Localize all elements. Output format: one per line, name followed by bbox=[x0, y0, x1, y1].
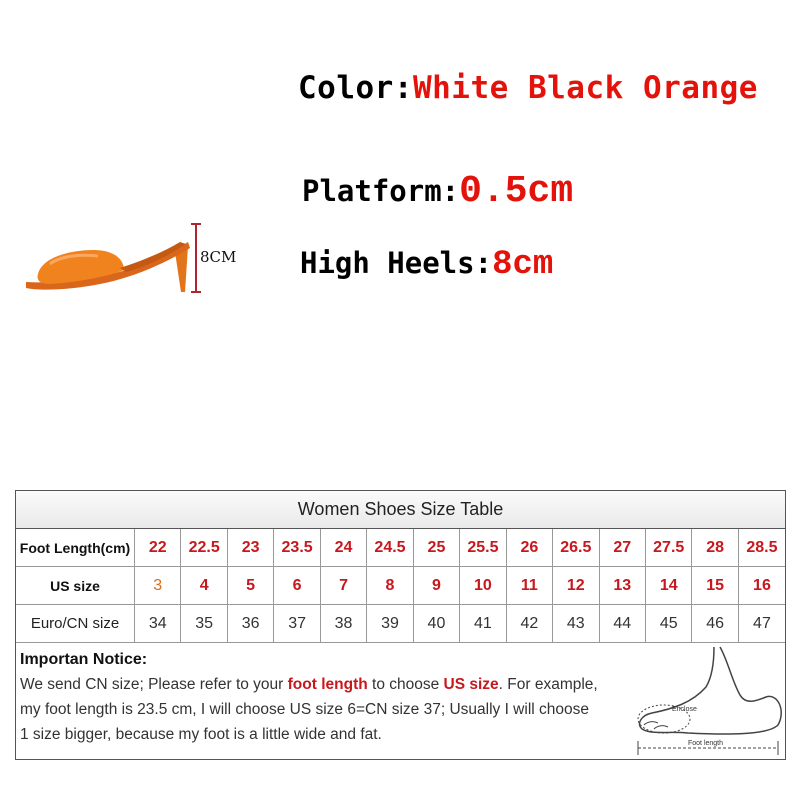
table-cell: 47 bbox=[738, 605, 785, 643]
table-cell: 36 bbox=[227, 605, 273, 643]
table-cell: 34 bbox=[135, 605, 181, 643]
table-cell: 25.5 bbox=[460, 529, 506, 567]
table-cell: 41 bbox=[460, 605, 506, 643]
heels-label: High Heels: bbox=[300, 246, 493, 280]
table-cell: 12 bbox=[553, 567, 599, 605]
table-cell: 28 bbox=[692, 529, 738, 567]
table-cell: 40 bbox=[413, 605, 459, 643]
size-table-title: Women Shoes Size Table bbox=[16, 491, 785, 529]
table-cell: 9 bbox=[413, 567, 459, 605]
table-cell: 24 bbox=[320, 529, 366, 567]
table-cell: 42 bbox=[506, 605, 552, 643]
heels-spec bbox=[300, 246, 553, 284]
table-row-foot-length bbox=[16, 529, 785, 567]
table-cell: 13 bbox=[599, 567, 645, 605]
table-cell: 8 bbox=[367, 567, 413, 605]
table-cell: 22 bbox=[135, 529, 181, 567]
table-cell: 25 bbox=[413, 529, 459, 567]
color-value: White Black Orange bbox=[412, 70, 758, 106]
table-cell: 46 bbox=[692, 605, 738, 643]
table-cell: 27 bbox=[599, 529, 645, 567]
table-row-euro-size bbox=[16, 605, 785, 643]
notice-text: to choose bbox=[367, 676, 444, 693]
table-cell: 39 bbox=[367, 605, 413, 643]
color-spec bbox=[298, 70, 758, 106]
table-cell: 45 bbox=[645, 605, 691, 643]
table-cell: 38 bbox=[320, 605, 366, 643]
table-cell: 7 bbox=[320, 567, 366, 605]
table-cell: 11 bbox=[506, 567, 552, 605]
notice-highlight-us-size: US size bbox=[443, 676, 499, 693]
table-cell: 37 bbox=[274, 605, 320, 643]
table-cell: 27.5 bbox=[645, 529, 691, 567]
table-cell: 24.5 bbox=[367, 529, 413, 567]
table-row-us-size bbox=[16, 567, 785, 605]
notice-line-2: my foot length is 23.5 cm, I will choose US size 6=CN size 37; Usually I will choose bbox=[20, 701, 589, 718]
table-cell: 10 bbox=[460, 567, 506, 605]
notice-text: . For example, bbox=[498, 676, 598, 693]
row-header: Foot Length(cm) bbox=[16, 529, 135, 567]
table-cell: 26 bbox=[506, 529, 552, 567]
notice-text: We send CN size; Please refer to your bbox=[20, 676, 288, 693]
table-cell: 6 bbox=[274, 567, 320, 605]
table-cell: 14 bbox=[645, 567, 691, 605]
heels-value: 8cm bbox=[492, 246, 554, 284]
table-cell: 3 bbox=[135, 567, 181, 605]
notice-title: Importan Notice: bbox=[20, 651, 148, 668]
size-table bbox=[15, 490, 786, 760]
color-label: Color: bbox=[298, 70, 413, 106]
table-cell: 23 bbox=[227, 529, 273, 567]
notice-line-3: 1 size bigger, because my foot is a little wide and fat. bbox=[20, 726, 382, 743]
table-cell: 4 bbox=[181, 567, 227, 605]
heel-height-label: 8CM bbox=[200, 248, 237, 266]
platform-value: 0.5cm bbox=[459, 170, 574, 213]
table-cell: 43 bbox=[553, 605, 599, 643]
table-cell: 16 bbox=[738, 567, 785, 605]
table-cell: 22.5 bbox=[181, 529, 227, 567]
foot-diagram bbox=[628, 641, 784, 759]
table-cell: 23.5 bbox=[274, 529, 320, 567]
foot-length-label: Foot length bbox=[688, 740, 724, 747]
notice-highlight-foot-length: foot length bbox=[287, 676, 368, 693]
table-cell: 5 bbox=[227, 567, 273, 605]
size-grid bbox=[16, 529, 785, 643]
platform-label: Platform: bbox=[302, 174, 460, 208]
notice-section bbox=[16, 641, 630, 747]
platform-spec bbox=[302, 170, 573, 213]
table-cell: 35 bbox=[181, 605, 227, 643]
table-cell: 28.5 bbox=[738, 529, 785, 567]
row-header: US size bbox=[16, 567, 135, 605]
table-cell: 44 bbox=[599, 605, 645, 643]
enclose-label: Enclose bbox=[672, 706, 697, 713]
table-cell: 15 bbox=[692, 567, 738, 605]
table-cell: 26.5 bbox=[553, 529, 599, 567]
notice-line-1 bbox=[20, 672, 630, 697]
row-header: Euro/CN size bbox=[16, 605, 135, 643]
